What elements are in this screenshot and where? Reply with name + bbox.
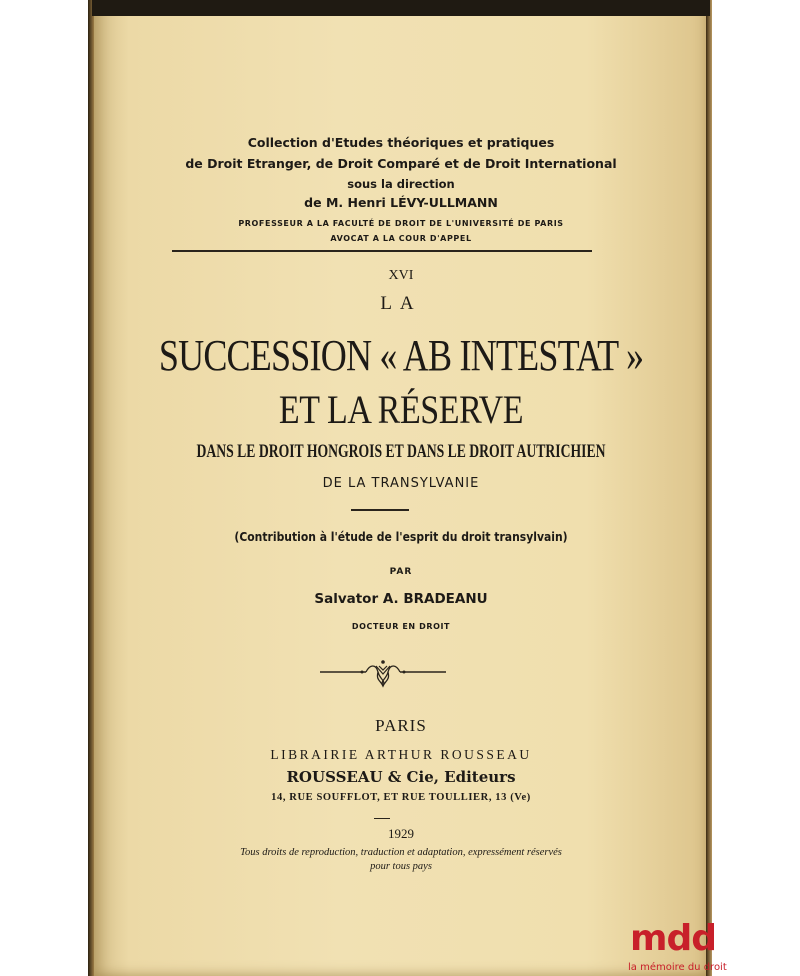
collection-line-5: PROFESSEUR A LA FACULTÉ DE DROIT DE L'UNIVERSITÉ DE PARIS [238, 219, 564, 228]
collection-line-2: de Droit Etranger, de Droit Comparé et de Droit International [185, 156, 617, 171]
title-short-rule [351, 509, 409, 511]
left-margin [0, 0, 92, 976]
page-top-shadow [92, 0, 710, 16]
title-subtitle-1: DANS LE DROIT HONGROIS ET DANS LE DROIT AUTRICHIEN [196, 441, 606, 462]
title-reserve: ET LA RÉSERVE [278, 387, 524, 432]
header-rule [172, 250, 592, 252]
collection-director: de M. Henri LÉVY-ULLMANN [304, 195, 498, 210]
volume-number: XVI [388, 268, 414, 283]
collection-line-1: Collection d'Etudes théoriques et pratiques [247, 135, 555, 150]
publisher-address: 14, RUE SOUFFLOT, ET RUE TOULLIER, 13 (Ve) [271, 792, 531, 803]
mdd-logo [620, 918, 795, 976]
author-degree: DOCTEUR EN DROIT [351, 622, 451, 631]
rights-line-1: Tous droits de reproduction, traduction et adaptation, expressément réservés [240, 847, 562, 858]
publisher-librairie: LIBRAIRIE ARTHUR ROUSSEAU [270, 747, 532, 762]
year-rule [374, 818, 390, 819]
publisher-editors: ROUSSEAU & Cie, Editeurs [286, 768, 516, 786]
author-par: PAR [389, 567, 413, 577]
logo-letters: mdd [630, 918, 717, 959]
title-la: LA [380, 293, 422, 314]
collection-line-6: AVOCAT A LA COUR D'APPEL [330, 234, 472, 243]
author-name: Salvator A. BRADEANU [314, 591, 488, 607]
rights-line-2: pour tous pays [370, 861, 432, 872]
logo-tagline: la mémoire du droit [628, 962, 727, 973]
decorative-ornament [318, 654, 448, 694]
collection-line-3: sous la direction [347, 177, 455, 191]
contribution-note: (Contribution à l'étude de l'esprit du droit transylvain) [234, 530, 568, 544]
title-subtitle-2: DE LA TRANSYLVANIE [322, 476, 480, 491]
title-main: SUCCESSION « AB INTESTAT » [158, 331, 644, 380]
publication-year: 1929 [388, 826, 414, 841]
publisher-city: PARIS [375, 716, 427, 735]
